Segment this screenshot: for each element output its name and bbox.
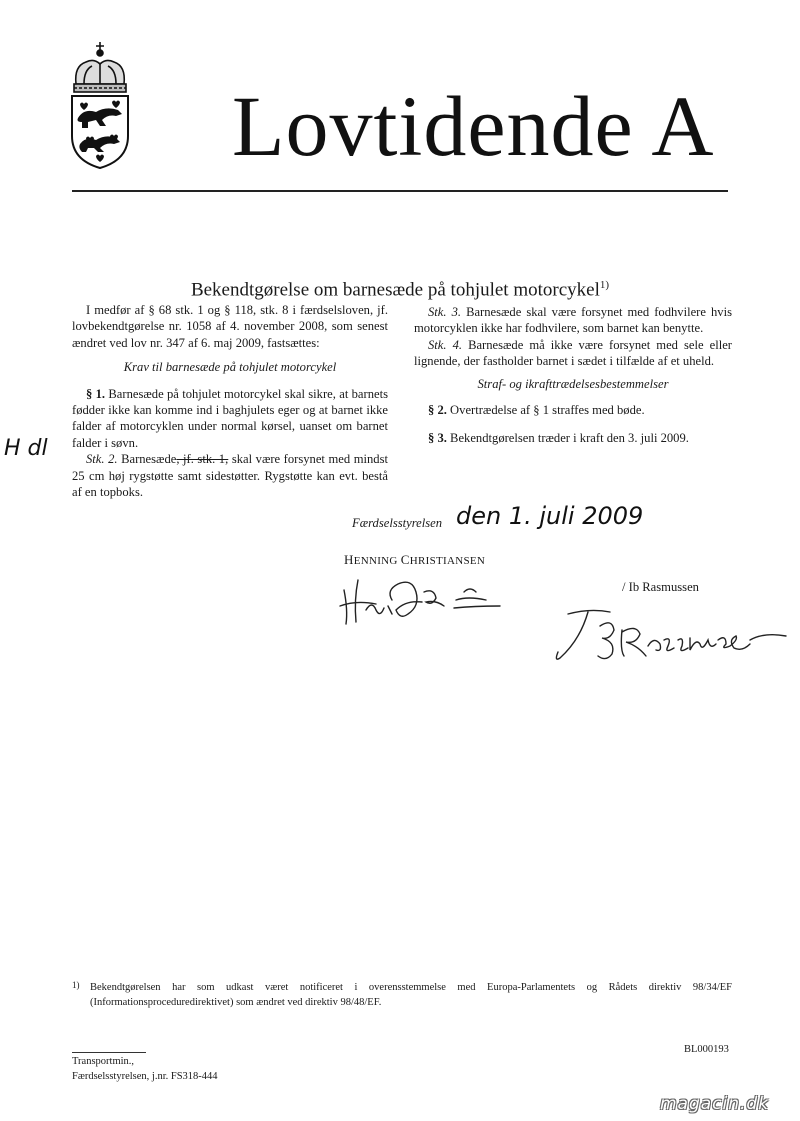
coat-of-arms-emblem: [66, 40, 134, 170]
paragraph-2: [414, 402, 732, 418]
paragraph-1-text: Barnesæde på tohjulet motorcykel skal sikre, at barnets fødder ikke kan komme ind i baghjulets eger og at barnet ikke falder af motorcyklen under normal kørsel, uanset om barnet falder i søvn.: [72, 386, 389, 450]
title-footnote-marker: 1): [599, 279, 610, 291]
stk-2-struck-text: , jf. stk. 1,: [176, 452, 229, 467]
agency-name: Færdselsstyrelsen: [352, 516, 443, 530]
document-title: [0, 272, 800, 303]
handwritten-date: den 1. juli 2009: [456, 502, 644, 530]
footnote-text: Bekendtgørelsen har som udkast været notificeret i overensstemmelse med Europa-Parlamentets og Rådets direktiv 98/34/EF (Informationsproceduredirektivet) som ændret ved direktiv 98/48/EF.: [90, 982, 732, 1008]
paragraph-2-text: Overtrædelse af § 1 straffes med bøde.: [450, 403, 645, 418]
signature-1-image: [336, 570, 516, 626]
stk-3-label: Stk. 3.: [428, 305, 462, 319]
right-column: [414, 304, 732, 447]
document-title-text: Bekendtgørelse om barnesæde på tohjulet motorcykel: [190, 279, 600, 301]
masthead-rule: [72, 190, 728, 192]
section-heading-penalties: Straf- og ikrafttrædelsesbestemmelser: [477, 376, 669, 391]
stk-2-post: skal være forsynet med mindst 25 cm høj rygstøtte samt sidestøtter. Rygstøtte kan evt. bestå af en topboks.: [72, 452, 388, 500]
section-heading-requirements: Krav til barnesæde på tohjulet motorcykel: [123, 360, 337, 375]
stk-3-text: Barnesæde skal være forsynet med fodhvilere hvis motorcyklen ikke har fodhvilere, som barnet kan benytte.: [414, 305, 732, 336]
masthead-title: Lovtidende A: [232, 78, 715, 174]
stk-2-label: Stk. 2.: [86, 452, 118, 467]
paragraph-2-label: § 2.: [428, 403, 447, 418]
paragraph-3-label: § 3.: [428, 431, 447, 446]
stk-2-pre: Barnesæde: [121, 452, 177, 467]
signature-2-image: [550, 600, 790, 670]
footnote-marker: 1): [72, 980, 80, 990]
handwritten-margin-note: H dl: [4, 436, 48, 461]
paragraph-3: [414, 430, 732, 446]
paragraph-1-label: § 1.: [86, 386, 106, 401]
stk-4-label: Stk. 4.: [428, 337, 463, 352]
paragraph-1-stk-3: [414, 304, 732, 337]
paragraph-1: [72, 386, 388, 452]
document-id: BL000193: [684, 1044, 729, 1055]
watermark: magacin.dk: [660, 1094, 770, 1114]
left-column: [72, 302, 388, 500]
reference-ministry: Transportmin.,: [72, 1056, 135, 1067]
reference-journal-number: Færdselsstyrelsen, j.nr. FS318-444: [72, 1071, 218, 1082]
paragraph-1-stk-2: [72, 451, 388, 500]
signer-2-name: / Ib Rasmussen: [622, 580, 699, 594]
paragraph-3-text: Bekendtgørelsen træder i kraft den 3. juli 2009.: [450, 431, 689, 446]
stk-4-text: Barnesæde må ikke være forsynet med sele eller lignende, der fastholder barnet i sædet i tilfælde af et uheld.: [414, 337, 732, 369]
paragraph-1-stk-4: [414, 337, 732, 370]
signer-1-name: HENNING CHRISTIANSEN: [344, 552, 486, 567]
footnote: [72, 980, 732, 1010]
footer-rule: [72, 1052, 146, 1053]
intro-paragraph: I medfør af § 68 stk. 1 og § 118, stk. 8 i færdselsloven, jf. lovbekendtgørelse nr. 1058 af 4. november 2008, som senest ændret ved lov nr. 347 af 6. maj 2009, fastsættes:: [72, 303, 388, 350]
